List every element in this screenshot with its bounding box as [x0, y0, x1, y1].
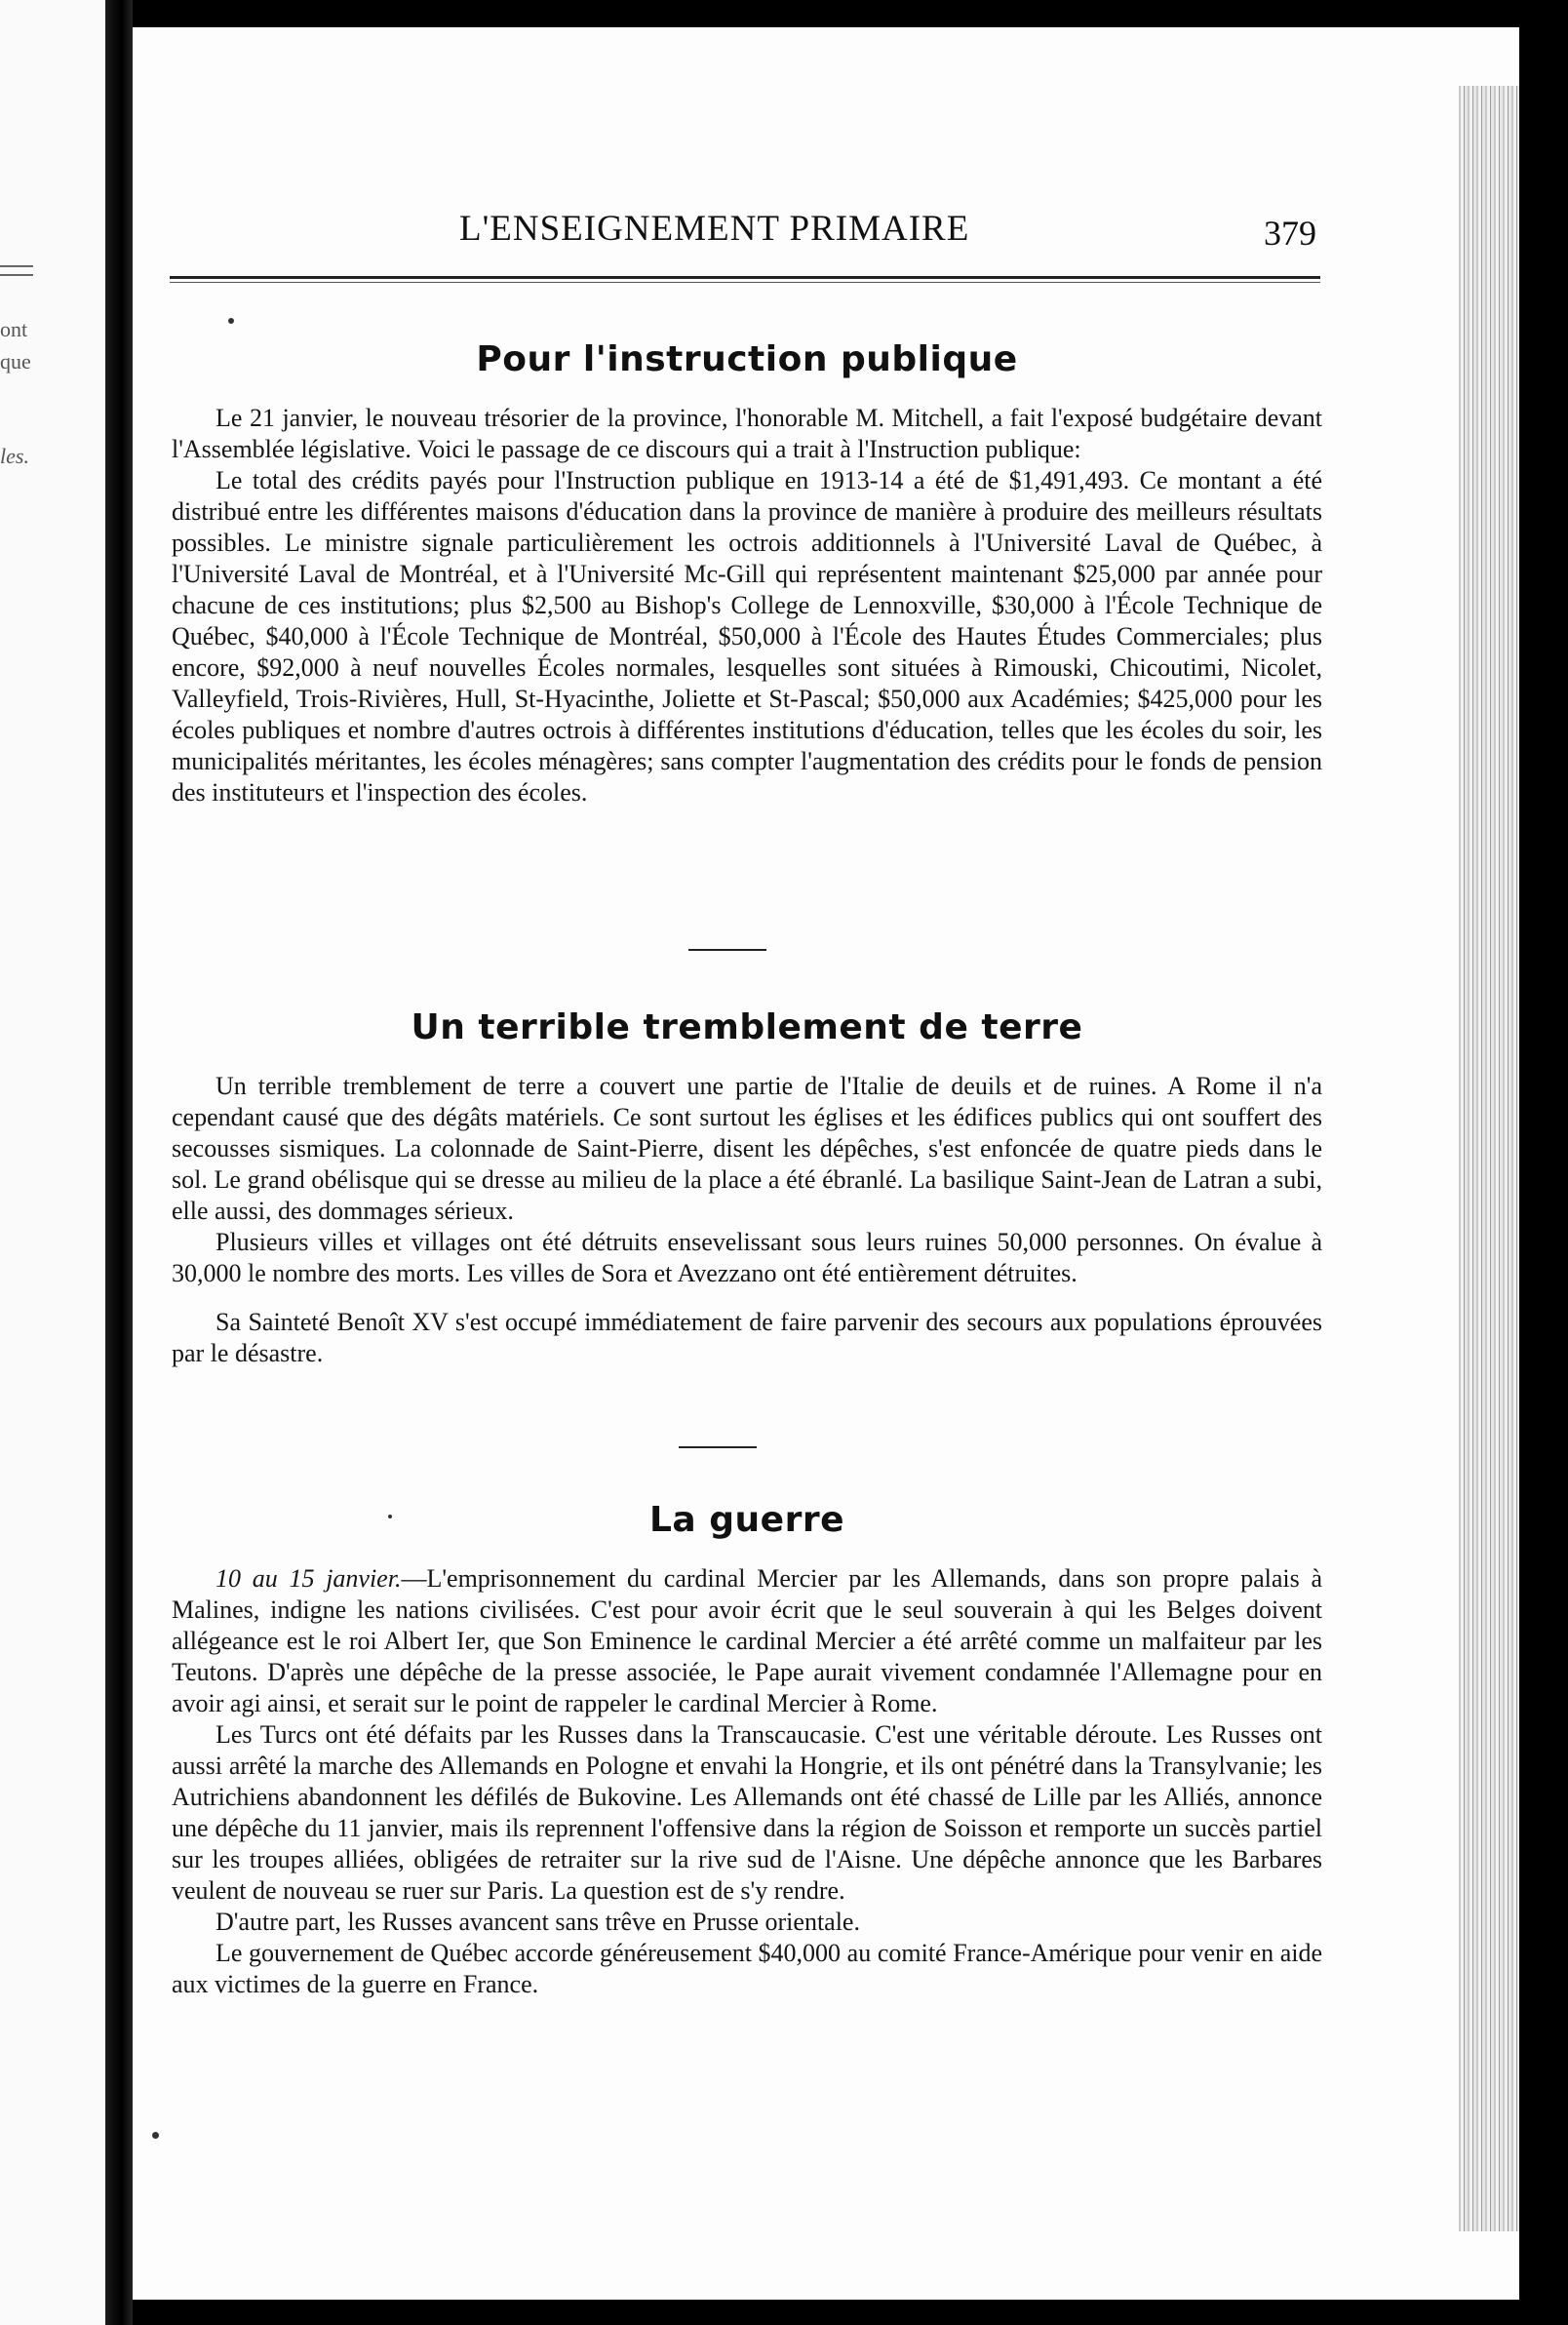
facing-page-fragment: que	[0, 349, 31, 374]
facing-page-fragment: les.	[0, 444, 29, 468]
page-stack-edge	[1459, 86, 1519, 2231]
article-paragraph: D'autre part, les Russes avancent sans trêve en Prusse orientale.	[216, 1908, 860, 1936]
facing-page-rule	[0, 265, 33, 267]
print-speck	[228, 318, 234, 324]
article-paragraph: Un terrible tremblement de terre a couvert une partie de l'Italie de deuils et de ruines. A Rome il n'a cependant causé que des dégâts matériels. Ce sont surtout les églises et les édifices publics qui ont souffert des secousses sismiques. La colonnade de Saint-Pierre, disent les dépêches, s'est enfoncée de quatre pieds dans le sol. Le grand obélisque qui se dresse au milieu de la place a été ébranlé. La basilique Saint-Jean de Latran a subi, elle aussi, des dommages sérieux.	[172, 1072, 1322, 1225]
article-instruction-publique	[172, 339, 1322, 808]
header-rule	[170, 276, 1320, 283]
article-title: Pour l'instruction publique	[476, 339, 1018, 379]
facing-page-edge	[0, 0, 105, 2325]
book-gutter	[105, 0, 133, 2325]
book-page	[133, 27, 1519, 2300]
date-lead: 10 au 15 janvier.	[216, 1564, 402, 1593]
article-title: La guerre	[648, 1500, 844, 1540]
article-paragraph	[172, 1563, 1322, 1719]
running-title: L'ENSEIGNEMENT PRIMAIRE	[459, 209, 970, 249]
article-paragraph: Le 21 janvier, le nouveau trésorier de la province, l'honorable M. Mitchell, a fait l'exposé budgétaire devant l'Assemblée législative. Voici le passage de ce discours qui a trait à l'Instruction publique:	[172, 404, 1322, 463]
article-paragraph: Les Turcs ont été défaits par les Russes dans la Transcaucasie. C'est une véritable déroute. Les Russes ont aussi arrêté la marche des Allemands en Pologne et envahi la Hongrie, et ils ont pénétré dans la Transylvanie; les Autrichiens abandonnent les défilés de Bukovine. Les Allemands ont été chassé de Lille par les Alliés, annonce une dépêche du 11 janvier, mais ils reprennent l'offensive dans la région de Soisson et remporte un succès partiel sur les troupes alliées, obligées de retraiter sur la rive sud de l'Aisne. Une dépêche annonce que les Barbares veulent de nouveau se ruer sur Paris. La question est de s'y rendre.	[172, 1720, 1322, 1905]
article-paragraph: Plusieurs villes et villages ont été détruits ensevelissant sous leurs ruines 50,000 personnes. On évalue à 30,000 le nombre des morts. Les villes de Sora et Avezzano ont été entièrement détruites.	[172, 1228, 1322, 1287]
article-paragraph-text: —L'emprisonnement du cardinal Mercier par les Allemands, dans son propre palais à Malines, indigne les nations civilisées. C'est pour avoir écrit que le seul souverain à qui les Belges doivent allégeance est le roi Albert Ier, que Son Eminence le cardinal Mercier a été arrêté comme un malfaiteur par les Teutons. D'après une dépêche de la presse associée, le Pape aurait vivement condamnée l'Allemagne pour en avoir agi ainsi, et serait sur le point de rappeler le cardinal Mercier à Rome.	[172, 1564, 1322, 1717]
article-la-guerre	[172, 1500, 1322, 2000]
article-paragraph: Le gouvernement de Québec accorde généreusement $40,000 au comité France-Amérique pour venir en aide aux victimes de la guerre en France.	[172, 1939, 1322, 1998]
article-paragraph: Sa Sainteté Benoît XV s'est occupé immédiatement de faire parvenir des secours aux populations éprouvées par le désastre.	[172, 1308, 1322, 1367]
facing-page-fragment: ont	[0, 317, 28, 341]
facing-page-rule	[0, 274, 33, 276]
page-number: 379	[1264, 214, 1316, 253]
article-tremblement-de-terre	[172, 1007, 1322, 1369]
section-separator	[688, 949, 766, 951]
section-separator	[679, 1446, 757, 1448]
article-paragraph: Le total des crédits payés pour l'Instruction publique en 1913-14 a été de $1,491,493. Ce montant a été distribué entre les différentes maisons d'éducation dans la province de manière à produire des meilleurs résultats possibles. Le ministre signale particulièrement les octrois additionnels à l'Université Laval de Québec, à l'Université Laval de Montréal, et à l'Université Mc-Gill qui représentent maintenant $25,000 par année pour chacune de ces institutions; plus $2,500 au Bishop's College de Lennoxville, $30,000 à l'École Technique de Québec, $40,000 à l'École Technique de Montréal, $50,000 à l'École des Hautes Études Commerciales; plus encore, $92,000 à neuf nouvelles Écoles normales, lesquelles sont situées à Rimouski, Chicoutimi, Nicolet, Valleyfield, Trois-Rivières, Hull, St-Hyacinthe, Joliette et St-Pascal; $50,000 aux Académies; $425,000 pour les écoles publiques et nombre d'autres octrois à différentes institutions d'éducation, telles que les écoles du soir, les municipalités méritantes, les écoles ménagères; sans compter l'augmentation des crédits pour le fonds de pension des instituteurs et l'inspection des écoles.	[172, 466, 1322, 807]
article-title: Un terrible tremblement de terre	[411, 1007, 1083, 1047]
print-speck	[152, 2132, 159, 2139]
